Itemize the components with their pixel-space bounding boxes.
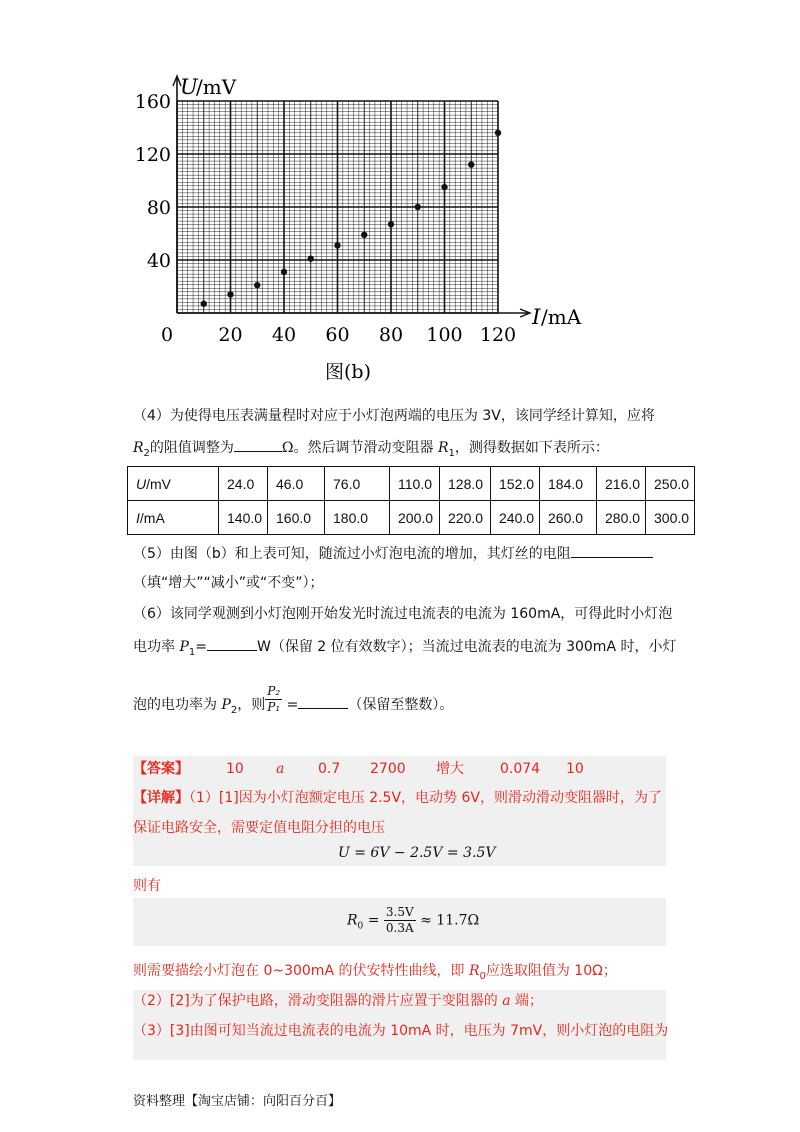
- table-cell: 24.0: [219, 467, 268, 501]
- x-tick-label: 60: [325, 324, 350, 346]
- answer-value: 2700: [370, 761, 406, 777]
- q4-r2-blank[interactable]: [234, 437, 282, 452]
- iv-scatter-chart: [0, 0, 800, 400]
- table-cell: 280.0: [597, 501, 646, 535]
- answer-value: 0.7: [318, 761, 341, 777]
- data-point: [308, 255, 314, 261]
- data-point: [227, 291, 233, 297]
- equation-voltage: U = 6V − 2.5V = 3.5V: [338, 845, 496, 861]
- data-point: [468, 161, 474, 167]
- data-point: [201, 301, 207, 307]
- q6-line3: 泡的电功率为 $P_2$，则 $\frac{\text{P₂}}{\text{P₁}}$ = （保留至整数）。: [133, 684, 454, 716]
- chart-caption: 图(b): [325, 361, 371, 383]
- data-point: [334, 242, 340, 248]
- answer-value: 10: [226, 761, 244, 777]
- table-cell: 250.0: [646, 467, 695, 501]
- equation-r0: $R_0$ = $\frac{3.5V}{0.3A}$ ≈ 11.7Ω: [347, 905, 480, 935]
- answer-value: 0.074: [500, 761, 541, 777]
- x-tick-label: 20: [218, 324, 243, 346]
- table-cell: 216.0: [597, 467, 646, 501]
- detail-line5: （3）[3]由图可知当流过电流表的电流为 10mA 时，电压为 7mV，则小灯泡的电阻为: [133, 1023, 669, 1039]
- table-cell: 300.0: [646, 501, 695, 535]
- data-point: [415, 204, 421, 210]
- table-cell: 260.0: [540, 501, 597, 535]
- q4-line2: $R_2$的阻值调整为 Ω。然后调节滑动变阻器 $R_1$，测得数据如下表所示：: [133, 437, 609, 464]
- data-point: [388, 221, 394, 227]
- data-point: [441, 184, 447, 190]
- table-cell: 140.0: [219, 501, 268, 535]
- chart-data-points: [201, 130, 502, 307]
- q5-blank[interactable]: [571, 543, 653, 558]
- q4-line1: （4）为使得电压表满量程时对应于小灯泡两端的电压为 3V，该同学经计算知，应将: [133, 408, 655, 424]
- table-header-u: U/mV: [128, 467, 219, 501]
- table-cell: 220.0: [440, 501, 491, 535]
- x-axis-label-unit: /mA: [541, 305, 582, 329]
- x-tick-label: 0: [160, 324, 174, 346]
- data-point: [361, 232, 367, 238]
- p2-over-p1-fraction: $\frac{\text{P₂}}{\text{P₁}}$: [267, 684, 281, 714]
- x-tick-label: 100: [426, 324, 463, 346]
- table-cell: 184.0: [540, 467, 597, 501]
- table-cell: 152.0: [491, 467, 540, 501]
- q6-p1-blank[interactable]: [207, 636, 257, 651]
- q5-line2: （填“增大”“减小”或“不变”）；: [133, 575, 324, 591]
- x-tick-label: 80: [378, 324, 404, 346]
- ui-data-table: [127, 466, 695, 535]
- table-cell: 76.0: [325, 467, 390, 501]
- y-axis-label-unit: /mV: [196, 75, 237, 99]
- detail-line4: （2）[2]为了保护电路，滑动变阻器的滑片应置于变阻器的 a 端；: [133, 993, 543, 1009]
- table-cell: 180.0: [325, 501, 390, 535]
- y-tick-label: 160: [134, 91, 171, 113]
- x-axis-label-var: I: [532, 305, 541, 329]
- answer-value: 增大: [436, 761, 464, 777]
- q6-line2: 电功率 $P_1= W$（保留 2 位有效数字）；当流过电流表的电流为 300mA 时，小灯: [133, 636, 676, 663]
- table-cell: 240.0: [491, 501, 540, 535]
- detail-line3: 则需要描绘小灯泡在 0~300mA 的伏安特性曲线，即 $R_0$应选取阻值为 10Ω；: [133, 963, 617, 982]
- q6-line1: （6）该同学观测到小灯泡刚开始发光时流过电流表的电流为 160mA，可得此时小灯泡: [133, 606, 673, 622]
- table-header-i: I/mA: [128, 501, 219, 535]
- detail-line1: 【详解】（1）[1]因为小灯泡额定电压 2.5V，电动势 6V，则滑动滑动变阻器时，为了: [133, 790, 662, 806]
- footer-text: 资料整理【淘宝店铺：向阳百分百】: [133, 1094, 342, 1109]
- then-text: 则有: [133, 878, 161, 894]
- x-tick-label: 40: [271, 324, 297, 346]
- answer-value: 10: [566, 761, 584, 777]
- answer-line: 【答案】: [133, 761, 189, 777]
- answer-value: a: [276, 761, 285, 777]
- y-tick-label: 120: [134, 144, 171, 166]
- data-point: [254, 282, 260, 288]
- table-row-i: [128, 501, 695, 535]
- data-point: [495, 130, 501, 136]
- table-cell: 200.0: [390, 501, 440, 535]
- q5-line1: （5）由图（b）和上表可知，随流过小灯泡电流的增加，其灯丝的电阻: [133, 543, 653, 564]
- y-axis-label-var: U: [180, 75, 198, 99]
- table-cell: 160.0: [268, 501, 325, 535]
- y-tick-label: 40: [146, 250, 171, 272]
- table-cell: 46.0: [268, 467, 325, 501]
- y-tick-label: 80: [146, 197, 171, 219]
- data-point: [281, 269, 287, 275]
- q6-ratio-blank[interactable]: [298, 694, 348, 709]
- x-tick-label: 120: [479, 324, 517, 346]
- table-cell: 128.0: [440, 467, 491, 501]
- table-row-u: [128, 467, 695, 501]
- table-cell: 110.0: [390, 467, 440, 501]
- detail-line2: 保证电路安全，需要定值电阻分担的电压: [133, 820, 385, 836]
